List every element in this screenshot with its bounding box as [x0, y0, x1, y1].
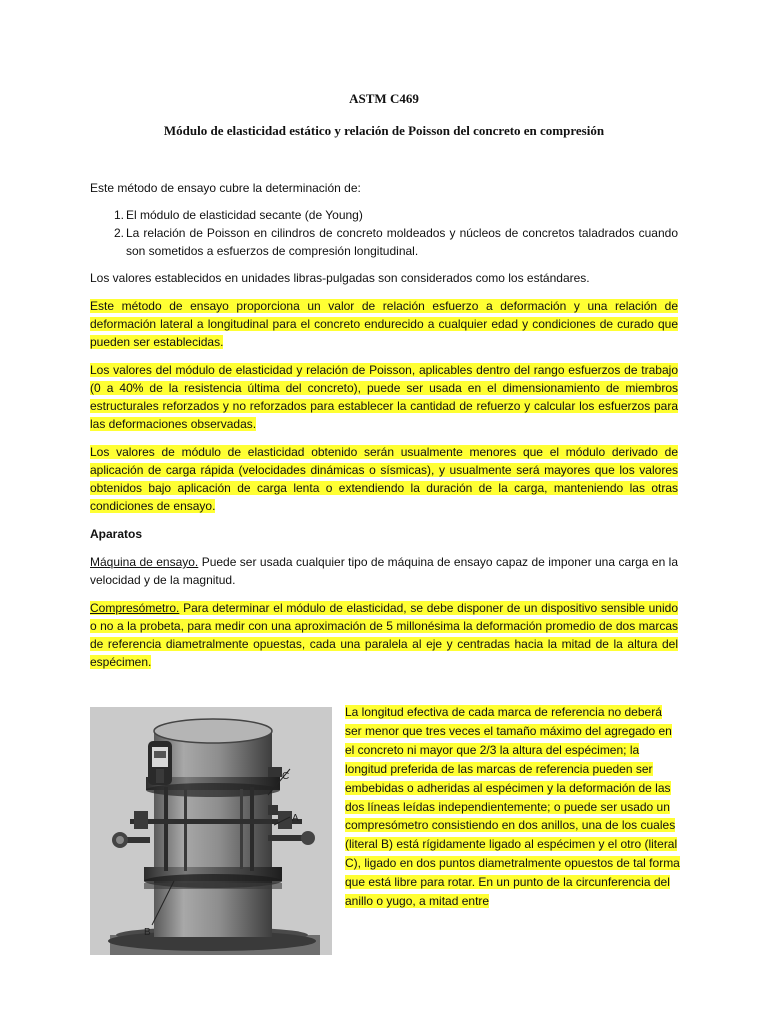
method-paragraph: [90, 297, 678, 351]
machine-paragraph: [90, 553, 678, 589]
side-paragraph: [345, 703, 681, 911]
highlighted-text: Este método de ensayo proporciona un valor de relación esfuerzo a deformación y una relación de deformación lateral a longitudinal para el concreto endurecido a cualquier edad y condiciones de curado que pueden ser establecidas.: [90, 299, 678, 349]
figure-label-b: B: [144, 927, 151, 938]
lower-values-paragraph: [90, 443, 678, 515]
list-item: [90, 206, 678, 224]
compressometer-term: Compresómetro.: [90, 601, 180, 615]
document-subtitle: Módulo de elasticidad estático y relación de Poisson del concreto en compresión: [163, 123, 605, 138]
units-paragraph: Los valores establecidos en unidades libras-pulgadas son considerados como los estándares.: [90, 271, 590, 285]
machine-text: Puede ser usada cualquier tipo de máquina de ensayo capaz de imponer una carga en la velocidad y de la magnitud.: [90, 555, 679, 587]
apparatus-heading: Aparatos: [90, 527, 143, 541]
highlighted-text: Los valores de módulo de elasticidad obtenido serán usualmente menores que el módulo derivado de aplicación de carga rápida (velocidades dinámicas o sísmicas), y usualmente será mayores que los valores obtenidos bajo aplicación de carga lenta o extendiendo la duración de la carga, manteniendo las otras condiciones de ensayo.: [90, 445, 678, 513]
compressometer-photo: [90, 707, 332, 955]
compressometer-illustration: [90, 707, 332, 955]
list-text: La relación de Poisson en cilindros de concreto moldeados y núcleos de concretos taladrados cuando son sometidos a esfuerzos de compresión longitudinal.: [126, 226, 678, 258]
intro-paragraph: Este método de ensayo cubre la determinación de:: [90, 181, 361, 195]
list-text: El módulo de elasticidad secante (de Young): [126, 208, 363, 222]
highlighted-text: La longitud efectiva de cada marca de referencia no deberá ser menor que tres veces el tamaño máximo del agregado en el concreto ni mayor que 2/3 la altura del espécimen; la longitud preferida de las marcas de referencia pueden ser embebidas o adheridas al espécimen y la deformación de las dos líneas leídas independientemente; o puede ser usado un compresómetro consistiendo en dos anillos, una de los cuales (literal B) está rígidamente ligado al espécimen y el otro (literal C), ligado en dos puntos diametralmente opuestos de tal forma que está libre para rotar. En un punto de la circunferencia del anillo o yugo, a mitad entre: [345, 705, 680, 909]
list-number: 2.: [114, 226, 125, 240]
compressometer-text: Para determinar el módulo de elasticidad, se debe disponer de un dispositivo sensible unido o no a la probeta, para medir con una aproximación de 5 millonésima la deformación promedio de dos marcas de referencia diametralmente opuestas, cada una paralela al eje y centradas hacia la mitad de la altura del espécimen.: [90, 601, 678, 669]
list-number: 1.: [114, 208, 125, 222]
scope-list: [90, 206, 678, 260]
document-body: [90, 179, 678, 671]
list-item: [90, 224, 678, 260]
machine-term: Máquina de ensayo.: [90, 555, 199, 569]
figure-label-c: C: [282, 771, 290, 782]
document-title: ASTM C469: [349, 91, 419, 106]
values-paragraph: [90, 361, 678, 433]
figure-label-a: A: [292, 813, 299, 824]
highlighted-text: Los valores del módulo de elasticidad y relación de Poisson, aplicables dentro del rango esfuerzos de trabajo (0 a 40% de la resistencia última del concreto), puede ser usada en el dimensionamiento de miembros estructurales reforzados y no reforzados para establecer la cantidad de refuerzo y calcular los esfuerzos para las deformaciones observadas.: [90, 363, 678, 431]
compressometer-paragraph: [90, 599, 678, 671]
